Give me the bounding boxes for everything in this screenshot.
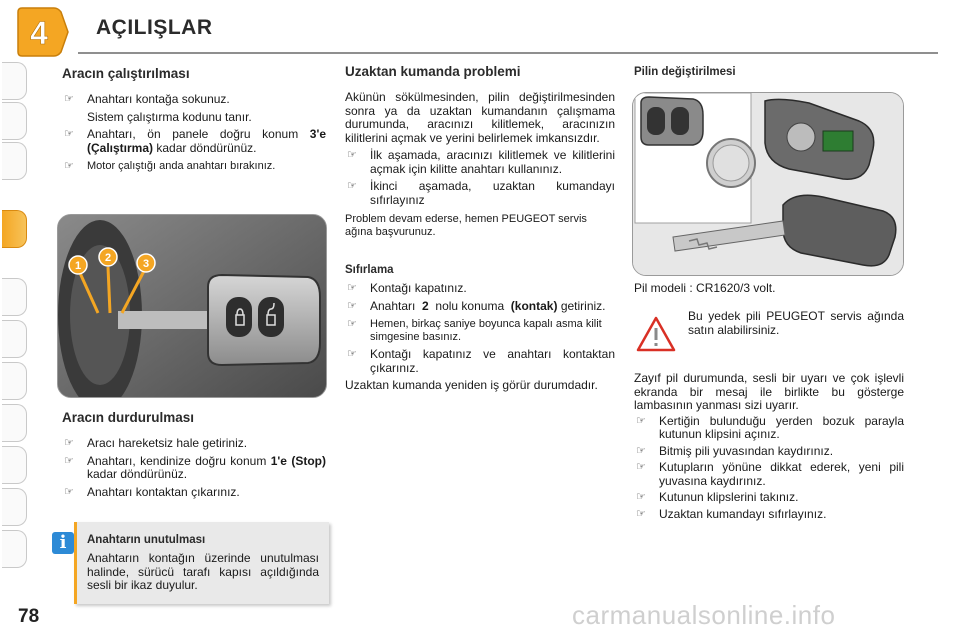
start-section [62,66,326,173]
bullet-hand-icon: ☞ [64,160,74,172]
battery-step: ☞ Kutupların yönüne dikkat ederek, yeni pili yuvasına kaydırınız. [636,460,904,488]
bullet-hand-icon: ☞ [64,437,74,449]
battery-step: ☞ Uzaktan kumandayı sıfırlayınız. [636,506,827,521]
chapter-side-tabs [0,58,28,578]
battery-replacement-figure [632,92,904,276]
side-tab[interactable] [2,278,27,316]
info-box [74,522,329,604]
side-tab[interactable] [2,404,27,442]
header-divider [78,52,938,54]
info-title: Anahtarın unutulması [87,534,206,546]
remote-battery-illustration [633,93,903,275]
bullet-hand-icon: ☞ [636,491,646,503]
start-title: Aracın çalıştırılması [62,66,190,81]
stop-item: ☞ Anahtarı, kendinize doğru konum 1'e (Stop) kadar döndürünüz. [64,453,326,481]
figure-label-3: 3 [142,258,150,270]
bullet-hand-icon: ☞ [347,149,357,161]
remote-problem-item: ☞ İkinci aşamada, uzaktan kumandayı sıfırlayınız [347,179,615,207]
reset-item: ☞ Anahtarı 2 nolu konuma (kontak) getiriniz. [347,298,606,313]
battery-warning-intro: Zayıf pil durumunda, sesli bir uyarı ve çok işlevli ekranda bir mesaj ile birlikte bu gösterge lambasının yanması sizi uyarır. [634,371,904,412]
stop-title: Aracın durdurulması [62,410,195,425]
reset-item: ☞ Kontağı kapatınız. [347,281,467,295]
bullet-hand-icon: ☞ [347,180,357,192]
remote-problem-item: ☞ İlk aşamada, aracınızı kilitlemek ve kilitlerini açmak için kilitte anahtarı kullanınız. [347,148,615,176]
chapter-number: 4 [30,15,48,51]
bullet-hand-icon: ☞ [64,485,74,498]
battery-title: Pilin değiştirilmesi [634,66,736,78]
side-tab[interactable] [2,62,27,100]
remote-problem-intro: Akünün sökülmesinden, pilin değiştirilmesinden sonra ya da uzaktan kumandanın çalışmama durumunda, aracınızı kilitlemek, aracınızın kilitlerini açmak ve yerini belirlemek imkansızdır. [345,90,615,145]
remote-problem-section [345,64,615,393]
bullet-hand-icon: ☞ [347,282,357,294]
battery-model: Pil modeli : CR1620/3 volt. [634,281,776,295]
reset-outro: Uzaktan kumanda yeniden iş görür durumdadır. [345,378,598,392]
battery-step: ☞ Kertiğin bulunduğu yerden bozuk parayla kutunun klipsini açınız. [636,413,904,441]
bullet-hand-icon: ☞ [347,348,357,360]
remote-problem-note: Problem devam ederse, hemen PEUGEOT servis ağına başvurunuz. [345,213,587,238]
bullet-hand-icon: ☞ [347,299,357,312]
side-tab[interactable] [2,320,27,358]
ignition-key-figure [57,214,327,398]
bullet-hand-icon: ☞ [64,93,74,105]
battery-steps [634,372,904,521]
side-tab[interactable] [2,488,27,526]
page-title: AÇILIŞLAR [96,16,213,39]
warning-text: Bu yedek pili PEUGEOT servis ağında satın alabilirsiniz. [688,309,904,337]
ignition-key-illustration [58,215,326,397]
start-item: ☞ Anahtarı, ön panele doğru konum 3'e (Çalıştırma) kadar döndürünüz. [64,127,326,155]
stop-section [62,410,326,499]
stop-item: ☞ Aracı hareketsiz hale getiriniz. [64,436,248,450]
side-tab[interactable] [2,142,27,180]
side-tab[interactable] [2,446,27,484]
side-tab[interactable] [2,362,27,400]
chapter-badge [14,6,70,58]
reset-title: Sıfırlama [345,264,394,276]
figure-label-2: 2 [104,252,112,264]
battery-section [634,66,904,78]
bullet-hand-icon: ☞ [636,444,646,457]
battery-step: ☞ Bitmiş pili yuvasından kaydırınız. [636,443,834,458]
start-item-note: Sistem çalıştırma kodunu tanır. [87,109,252,124]
reset-item: ☞ Hemen, birkaç saniye boyunca kapalı asma kilit simgesine basınız. [347,318,602,343]
info-text: Anahtarın kontağın üzerinde unutulması halinde, sürücü tarafı kapısı açıldığında sesli bir ikaz duyulur. [87,551,319,592]
bullet-hand-icon: ☞ [636,461,646,473]
battery-step: ☞ Kutunun klipslerini takınız. [636,490,799,504]
bullet-hand-icon: ☞ [64,454,74,467]
stop-item: ☞ Anahtarı kontaktan çıkarınız. [64,484,240,499]
warning-triangle-icon [636,316,676,352]
remote-problem-title: Uzaktan kumanda problemi [345,64,521,79]
reset-item: ☞ Kontağı kapatınız ve anahtarı kontaktan çıkarınız. [347,347,615,375]
bullet-hand-icon: ☞ [636,414,646,427]
bullet-hand-icon: ☞ [347,318,357,330]
side-tab-active[interactable] [2,210,27,248]
start-item: ☞ Anahtarı kontağa sokunuz. [64,92,230,106]
side-tab[interactable] [2,530,27,568]
bullet-hand-icon: ☞ [636,507,646,520]
start-item: ☞ Motor çalıştığı anda anahtarı bırakınız. [64,160,276,172]
info-icon: i [52,532,74,554]
page-number: 78 [18,606,40,627]
bullet-hand-icon: ☞ [64,128,74,140]
side-tab[interactable] [2,102,27,140]
figure-label-1: 1 [74,260,82,272]
watermark-url: carmanualsonline.info [572,600,836,630]
